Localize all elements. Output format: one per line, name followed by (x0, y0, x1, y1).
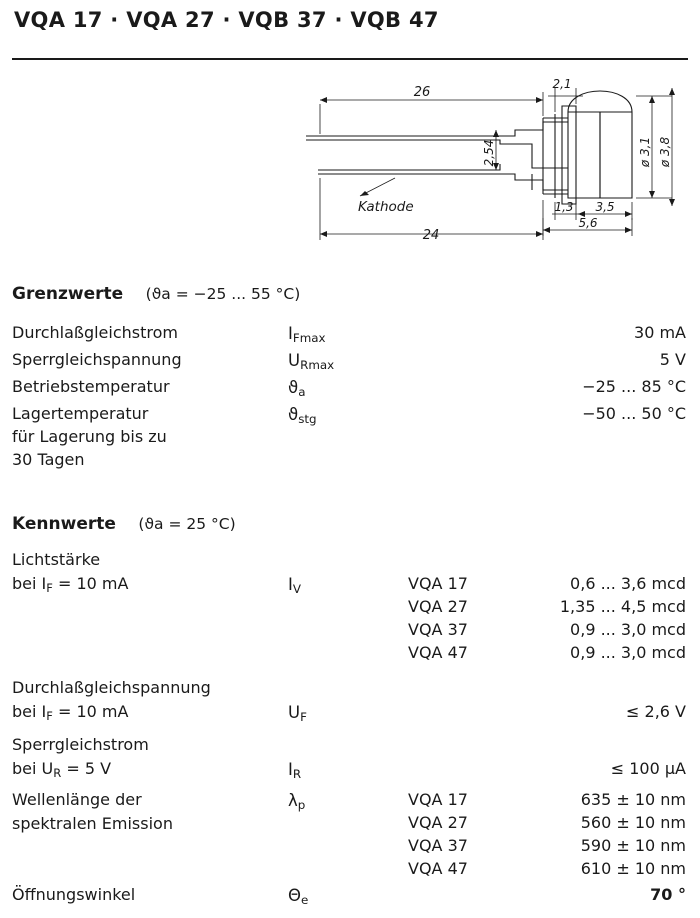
wavelength-type: VQA 17 (408, 790, 468, 809)
wavelength-value: 560 ± 10 nm (580, 813, 686, 832)
wavelength-type: VQA 27 (408, 813, 468, 832)
wavelength-symbol: $\lambda_p$ (288, 791, 306, 812)
limit-row-label: Durchlaßgleichstrom (12, 323, 178, 342)
dim-dia-3-1: ø 3,1 (638, 136, 652, 168)
limit-row-value: −50 ... 50 °C (582, 404, 686, 423)
luminous-type: VQA 37 (408, 620, 468, 639)
angle-label: Öffnungswinkel (12, 885, 136, 904)
limits-heading: Grenzwerte (ϑa = −25 ... 55 °C) (12, 284, 301, 304)
forward-voltage-label-line2: bei $I_F = 10$ mA (12, 702, 129, 723)
limit-row-label: Betriebstemperatur (12, 377, 170, 396)
reverse-current-label-line1: Sperrgleichstrom (12, 735, 149, 754)
storage-note-line1: für Lagerung bis zu (12, 427, 167, 446)
limit-row-value: 5 V (659, 350, 686, 369)
luminous-value: 0,6 ... 3,6 mcd (570, 574, 686, 593)
luminous-type: VQA 17 (408, 574, 468, 593)
angle-value: 70 ° (650, 885, 686, 904)
limit-row-symbol: $I_{Fmax}$ (288, 324, 326, 345)
wavelength-value: 590 ± 10 nm (580, 836, 686, 855)
header-divider (12, 58, 688, 60)
reverse-current-label-line2: bei $U_R = 5$ V (12, 759, 112, 780)
luminous-value: 0,9 ... 3,0 mcd (570, 620, 686, 639)
limit-row-symbol: $U_{Rmax}$ (288, 351, 335, 372)
forward-voltage-label-line1: Durchlaßgleichspannung (12, 678, 211, 697)
forward-voltage-symbol: $U_F$ (288, 703, 307, 724)
forward-voltage-value: ≤ 2,6 V (626, 702, 686, 721)
luminous-value: 0,9 ... 3,0 mcd (570, 643, 686, 662)
dim-26: 26 (413, 85, 431, 100)
limit-row-value: 30 mA (634, 323, 686, 342)
cathode-label: Kathode (358, 199, 414, 215)
wavelength-label-line2: spektralen Emission (12, 814, 173, 833)
luminous-value: 1,35 ... 4,5 mcd (559, 597, 686, 616)
dim-24: 24 (422, 228, 440, 243)
angle-symbol: $\Theta_e$ (288, 886, 309, 907)
wavelength-type: VQA 37 (408, 836, 468, 855)
luminous-type: VQA 27 (408, 597, 468, 616)
reverse-current-value: ≤ 100 µA (610, 759, 686, 778)
page-title: VQA 17 · VQA 27 · VQB 37 · VQB 47 (14, 8, 439, 32)
luminous-label-line2: bei $I_F = 10$ mA (12, 574, 129, 595)
luminous-symbol: $I_V$ (288, 575, 301, 596)
wavelength-value: 635 ± 10 nm (580, 790, 686, 809)
reverse-current-symbol: $I_R$ (288, 760, 302, 781)
limit-row-label: Sperrgleichspannung (12, 350, 182, 369)
limit-row-label: Lagertemperatur (12, 404, 149, 423)
wavelength-label-line1: Wellenlänge der (12, 790, 142, 809)
led-outline-drawing (300, 78, 690, 263)
dim-3-5: 3,5 (595, 200, 615, 214)
luminous-label-line1: Lichtstärke (12, 550, 101, 569)
limit-row-symbol: $ϑ_a$ (288, 378, 306, 399)
dim-1-3: 1,3 (554, 200, 574, 214)
limit-row-value: −25 ... 85 °C (582, 377, 686, 396)
limit-row-symbol: $ϑ_{stg}$ (288, 405, 317, 426)
storage-note-line2: 30 Tagen (12, 450, 85, 469)
dim-dia-3-8: ø 3,8 (658, 136, 672, 168)
wavelength-value: 610 ± 10 nm (580, 859, 686, 878)
wavelength-type: VQA 47 (408, 859, 468, 878)
luminous-type: VQA 47 (408, 643, 468, 662)
dim-2-1: 2,1 (552, 78, 572, 91)
dim-2-54: 2,54 (482, 139, 496, 167)
characteristics-heading: Kennwerte (ϑa = 25 °C) (12, 514, 236, 534)
dim-5-6: 5,6 (578, 216, 598, 230)
